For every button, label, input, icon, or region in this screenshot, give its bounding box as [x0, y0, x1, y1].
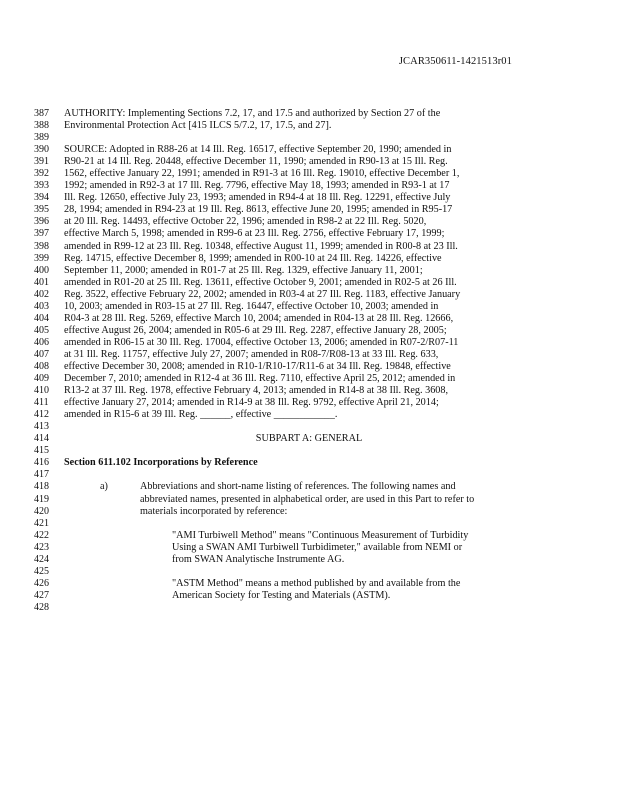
document-line — [0, 120, 618, 132]
line-number: 392 — [34, 168, 49, 180]
line-text: Reg. 14715, effective December 8, 1999; amended in R00-10 at 24 Ill. Reg. 14226, effective — [64, 252, 442, 264]
line-text: SOURCE: Adopted in R88-26 at 14 Ill. Reg. 16517, effective September 20, 1990; amended in — [64, 144, 452, 156]
line-number: 415 — [34, 445, 49, 457]
document-line — [0, 481, 618, 493]
line-number: 420 — [34, 505, 49, 517]
subsection-label: a) — [100, 481, 108, 493]
line-number: 424 — [34, 553, 49, 565]
line-number: 427 — [34, 589, 49, 601]
document-line — [0, 494, 618, 506]
document-line — [0, 180, 618, 192]
line-number: 428 — [34, 601, 49, 613]
document-id: JCAR350611-1421513r01 — [398, 56, 512, 67]
line-text: Ill. Reg. 12650, effective July 23, 1993; amended in R94-4 at 18 Ill. Reg. 12291, effective July — [64, 192, 451, 204]
line-text: Environmental Protection Act [415 ILCS 5/7.2, 17, 17.5, and 27]. — [64, 120, 332, 132]
line-number: 391 — [34, 156, 49, 168]
line-number: 388 — [34, 120, 49, 132]
line-text: 1562, effective January 22, 1991; amended in R91-3 at 16 Ill. Reg. 19010, effective December 1, — [64, 168, 460, 180]
line-number: 400 — [34, 264, 49, 276]
document-line — [0, 554, 618, 566]
document-line — [0, 204, 618, 216]
line-number: 390 — [34, 144, 49, 156]
line-text: effective December 30, 2008; amended in R10-1/R10-17/R11-6 at 34 Ill. Reg. 19848, effective — [64, 360, 451, 372]
document-line — [0, 313, 618, 325]
definition-text: American Society for Testing and Materials (ASTM). — [172, 589, 391, 601]
line-text: Abbreviations and short-name listing of references. The following names and — [140, 481, 456, 493]
document-line — [0, 301, 618, 313]
line-number: 426 — [34, 577, 49, 589]
line-number: 406 — [34, 336, 49, 348]
document-line — [0, 433, 618, 445]
line-text: amended in R15-6 at 39 Ill. Reg. ______, effective ____________. — [64, 409, 338, 421]
document-line — [0, 578, 618, 590]
document-line — [0, 216, 618, 228]
document-line — [0, 518, 618, 530]
line-text: 1992; amended in R92-3 at 17 Ill. Reg. 7796, effective May 18, 1993; amended in R93-1 at 17 — [64, 180, 450, 192]
definition-text: "AMI Turbiwell Method" means "Continuous Measurement of Turbidity — [172, 529, 469, 541]
line-number: 411 — [34, 397, 49, 409]
definition-text: "ASTM Method" means a method published by and available from the — [172, 577, 461, 589]
document-line — [0, 469, 618, 481]
line-text: December 7, 2010; amended in R12-4 at 36 Ill. Reg. 7110, effective April 25, 2012; amended in — [64, 373, 456, 385]
line-text: R04-3 at 28 Ill. Reg. 5269, effective March 10, 2004; amended in R04-13 at 28 Ill. Reg. 12666, — [64, 312, 454, 324]
line-text: at 20 Ill. Reg. 14493, effective October 22, 1996; amended in R98-2 at 22 Ill. Reg. 5020, — [64, 216, 427, 228]
line-number: 394 — [34, 192, 49, 204]
document-line — [0, 373, 618, 385]
document-line — [0, 397, 618, 409]
line-number: 425 — [34, 565, 49, 577]
line-number: 423 — [34, 541, 49, 553]
document-line — [0, 349, 618, 361]
document-line — [0, 421, 618, 433]
document-line — [0, 530, 618, 542]
line-text: effective March 5, 1998; amended in R99-6 at 23 Ill. Reg. 2756, effective February 17, 1999; — [64, 228, 445, 240]
line-number: 404 — [34, 312, 49, 324]
line-number: 418 — [34, 481, 49, 493]
document-line — [0, 289, 618, 301]
document-line — [0, 361, 618, 373]
document-line — [0, 253, 618, 265]
document-line — [0, 457, 618, 469]
line-number: 403 — [34, 300, 49, 312]
line-number: 412 — [34, 409, 49, 421]
line-number: 422 — [34, 529, 49, 541]
subpart-heading: SUBPART A: GENERAL — [255, 433, 363, 445]
line-text: effective January 27, 2014; amended in R14-9 at 38 Ill. Reg. 9792, effective April 21, 2014; — [64, 397, 439, 409]
line-number: 407 — [34, 348, 49, 360]
document-line — [0, 277, 618, 289]
line-number: 408 — [34, 360, 49, 372]
line-number: 419 — [34, 493, 49, 505]
line-number: 398 — [34, 240, 49, 252]
line-number: 387 — [34, 108, 49, 119]
line-text: abbreviated names, presented in alphabetical order, are used in this Part to refer to — [140, 493, 475, 505]
line-number: 401 — [34, 276, 49, 288]
line-number: 413 — [34, 421, 49, 433]
line-number: 416 — [34, 457, 49, 469]
line-number: 421 — [34, 517, 49, 529]
definition-text: Using a SWAN AMI Turbiwell Turbidimeter," available from NEMI or — [172, 541, 463, 553]
line-text: R13-2 at 37 Ill. Reg. 1978, effective February 4, 2013; amended in R14-8 at 38 Ill. Reg. 3608, — [64, 385, 449, 397]
document-line — [0, 602, 618, 614]
document-line — [0, 156, 618, 168]
definition-text: from SWAN Analytische Instrumente AG. — [172, 553, 345, 565]
document-line — [0, 445, 618, 457]
line-text: amended in R06-15 at 30 Ill. Reg. 17004, effective October 13, 2006; amended in R07-2/R07-11 — [64, 336, 459, 348]
document-line — [0, 337, 618, 349]
line-text: at 31 Ill. Reg. 11757, effective July 27, 2007; amended in R08-7/R08-13 at 33 Ill. Reg. 633, — [64, 348, 439, 360]
line-number: 396 — [34, 216, 49, 228]
line-number: 395 — [34, 204, 49, 216]
line-text: September 11, 2000; amended in R01-7 at 25 Ill. Reg. 1329, effective January 11, 2001; — [64, 264, 423, 276]
document-line — [0, 385, 618, 397]
document-line — [0, 144, 618, 156]
document-line — [0, 566, 618, 578]
line-number: 405 — [34, 324, 49, 336]
document-line — [0, 265, 618, 277]
line-number: 389 — [34, 132, 49, 144]
document-line — [0, 108, 618, 120]
line-text: Reg. 3522, effective February 22, 2002; amended in R03-4 at 27 Ill. Reg. 1183, effective January — [64, 288, 461, 300]
document-line — [0, 168, 618, 180]
line-text: effective August 26, 2004; amended in R05-6 at 29 Ill. Reg. 2287, effective January 28, 2005; — [64, 324, 447, 336]
line-text: amended in R01-20 at 25 Ill. Reg. 13611, effective October 9, 2001; amended in R02-5 at 26 Ill. — [64, 276, 457, 288]
line-number: 417 — [34, 469, 49, 481]
line-number: 393 — [34, 180, 49, 192]
line-text: materials incorporated by reference: — [140, 505, 288, 517]
line-number: 402 — [34, 288, 49, 300]
line-number: 410 — [34, 385, 49, 397]
document-line — [0, 409, 618, 421]
document-line — [0, 192, 618, 204]
line-number: 409 — [34, 373, 49, 385]
document-line — [0, 132, 618, 144]
numbered-lines — [0, 108, 618, 614]
line-text: 10, 2003; amended in R03-15 at 27 Ill. Reg. 16447, effective October 10, 2003; amended in — [64, 300, 439, 312]
document-line — [0, 325, 618, 337]
document-line — [0, 228, 618, 240]
line-number: 414 — [34, 433, 49, 445]
line-number: 399 — [34, 252, 49, 264]
line-text: AUTHORITY: Implementing Sections 7.2, 17, and 17.5 and authorized by Section 27 of the — [64, 108, 441, 119]
line-text: 28, 1994; amended in R94-23 at 19 Ill. Reg. 8613, effective June 20, 1995; amended in R95-17 — [64, 204, 453, 216]
line-text: R90-21 at 14 Ill. Reg. 20448, effective December 11, 1990; amended in R90-13 at 15 Ill. Reg. — [64, 156, 448, 168]
document-line — [0, 590, 618, 602]
document-line — [0, 506, 618, 518]
document-line — [0, 542, 618, 554]
section-heading: Section 611.102 Incorporations by Reference — [64, 457, 258, 469]
line-number: 397 — [34, 228, 49, 240]
document-line — [0, 241, 618, 253]
line-text: amended in R99-12 at 23 Ill. Reg. 10348, effective August 11, 1999; amended in R00-8 at 23 Ill. — [64, 240, 458, 252]
